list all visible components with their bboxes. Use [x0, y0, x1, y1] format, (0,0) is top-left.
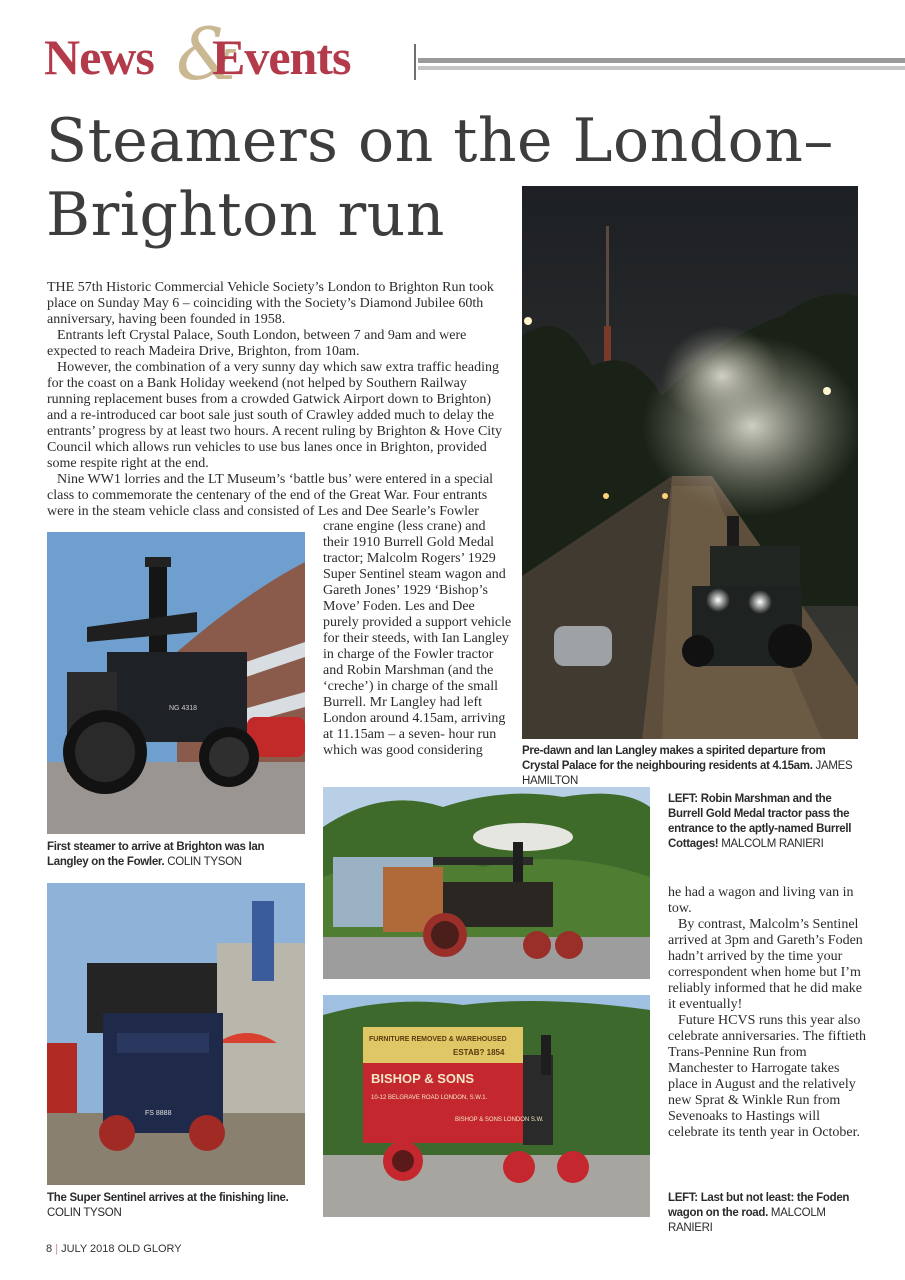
- photo-night-departure: [522, 186, 858, 739]
- caption-fowler: [47, 840, 305, 870]
- page-number: 8: [46, 1243, 53, 1255]
- caption-text: The Super Sentinel arrives at the finishing line.: [47, 1192, 289, 1204]
- photo-fowler-brighton: [47, 532, 305, 834]
- page-footer: [46, 1243, 182, 1255]
- caption-night-departure: [522, 744, 862, 789]
- paragraph: Nine WW1 lorries and the LT Museum’s ‘battle bus’ were entered in a special class to commemorate the centenary of the end of the Great War. Four entrants were in the steam vehicle class and consisted of Les and Dee Searle’s Fowler: [47, 472, 494, 519]
- caption-sentinel: [47, 1191, 305, 1221]
- photo-foden-wagon: [323, 995, 650, 1217]
- photo-sign-text: BISHOP & SONS: [371, 1071, 475, 1086]
- caption-credit: COLIN TYSON: [47, 1207, 122, 1219]
- issue-date: JULY 2018: [61, 1243, 115, 1255]
- caption-credit: MALCOLM RANIERI: [721, 838, 824, 850]
- paragraph: By contrast, Malcolm’s Sentinel arrived at 3pm and Gareth’s Foden hadn’t arrived by the time your correspondent when home but I’m reliably informed that he did make it eventually!: [668, 917, 863, 1012]
- photo-plate-text: FS 8888: [145, 1110, 172, 1117]
- article-body-column-mid: [323, 519, 513, 759]
- paragraph: However, the combination of a very sunny day which saw extra traffic heading for the coast on a Bank Holiday weekend (not helped by Southern Railway running replacement buses from a crowded Gatwick Airport down to Brighton) and a re-introduced car boot sale just south of Crawley added much to delay the entrants’ progress by at least two hours. A recent ruling by Brighton & Hove City Council which allows run vehicles to use bus lanes once in Brighton, provided some respite right at the end.: [47, 360, 503, 471]
- section-logo: [44, 12, 404, 96]
- logo-news-text: News: [44, 29, 154, 85]
- photo-super-sentinel: [47, 883, 305, 1185]
- article-title: Steamers on the London–Brighton run: [46, 106, 834, 250]
- magazine-name: OLD GLORY: [117, 1243, 182, 1255]
- header-divider: [414, 44, 416, 80]
- caption-burrell: [668, 792, 858, 852]
- logo-events-text: Events: [212, 29, 351, 85]
- caption-text: Pre-dawn and Ian Langley makes a spirited departure from Crystal Palace for the neighbouring residents at 4.15am.: [522, 745, 826, 772]
- caption-credit: JAMES HAMILTON: [522, 760, 853, 787]
- header-rule-secondary: [418, 66, 905, 70]
- article-body-main: [47, 280, 505, 520]
- photo-sign-text: BISHOP & SONS LONDON S.W.: [455, 1117, 544, 1123]
- caption-credit: COLIN TYSON: [167, 856, 242, 868]
- paragraph: crane engine (less crane) and their 1910 Burrell Gold Medal tractor; Malcolm Rogers’ 1929 Super Sentinel steam wagon and Gareth Jones’ 1929 ‘Bishop’s Move’ Foden. Les and Dee purely provided a support vehicle for their steeds, with Ian Langley in charge of the Fowler tractor and Robin Marshman (and the ‘creche’) in charge of the small Burrell. Mr Langley had left London around 4.15am, arriving at 11.15am – a seven- hour run which was good considering: [323, 519, 512, 758]
- photo-burrell-tractor: [323, 787, 650, 979]
- paragraph: Future HCVS runs this year also celebrate anniversaries. The fiftieth Trans-Pennine Run from Manchester to Harrogate takes place in August and the relatively new Sprat & Winkle Run from Sevenoaks to Hastings will celebrate its tenth year in October.: [668, 1013, 866, 1140]
- caption-credit: MALCOLM RANIERI: [668, 1207, 826, 1234]
- footer-separator: |: [55, 1243, 59, 1255]
- logo-ampersand: &: [176, 12, 241, 96]
- caption-text: First steamer to arrive at Brighton was Ian Langley on the Fowler.: [47, 841, 265, 868]
- paragraph: Entrants left Crystal Palace, South London, between 7 and 9am and were expected to reach Madeira Drive, Brighton, from 10am.: [47, 328, 467, 359]
- article-body-column-right: [668, 885, 868, 1141]
- caption-foden: [668, 1191, 858, 1236]
- paragraph-intro: THE 57th Historic Commercial Vehicle Society’s London to Brighton Run took place on Sunday May 6 – coinciding with the Society’s Diamond Jubilee 60th anniversary, having been founded in 1958.: [47, 280, 494, 327]
- photo-sign-text: FURNITURE REMOVED & WAREHOUSED: [369, 1036, 507, 1043]
- photo-plate-text: NG 4318: [169, 705, 198, 712]
- paragraph: he had a wagon and living van in tow.: [668, 885, 854, 916]
- photo-sign-text: 10-12 BELGRAVE ROAD LONDON, S.W.1.: [371, 1095, 488, 1101]
- photo-sign-text: ESTAB? 1854: [453, 1048, 505, 1057]
- caption-text: LEFT: Robin Marshman and the Burrell Gold Medal tractor pass the entrance to the aptly-named Burrell Cottages!: [668, 793, 852, 850]
- caption-text: LEFT: Last but not least: the Foden wagon on the road.: [668, 1192, 850, 1219]
- header-rule: [418, 58, 905, 63]
